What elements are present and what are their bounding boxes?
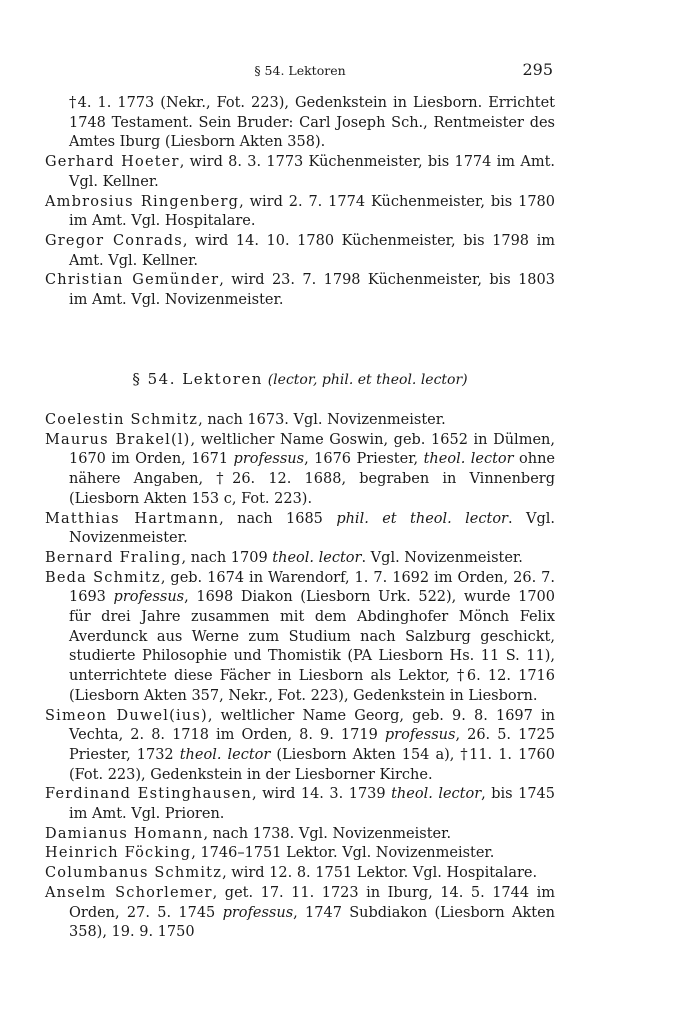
entry-text: , geb. 1674 in Warendorf, 1. 7. 1692 im Orden, 26. 7. 1693 professus, 1698 Diakon (Liesborn Urk. 522), wurde 1700 für drei Jahre zusammen mit dem Abdinghofer Mönch Felix Averdunck aus Werne zum Studium nach Salzburg geschickt, studierte Philosophie und Thomistik (PA Liesborn Hs. 11 S. 11), unterrichtete diese Fächer in Liesborn als Lektor, †6. 12. 1716 (Liesborn Akten 357, Nekr., Fot. 223), Gedenkstein in Liesborn. — [69, 569, 556, 704]
entry-text: , wird 23. 7. 1798 Küchenmeister, bis 1803 im Amt. Vgl. Novizenmeister. — [69, 272, 555, 309]
entry — [45, 510, 555, 549]
entry-name: Coelestin Schmitz — [45, 412, 199, 428]
entry — [45, 431, 555, 510]
entry-text: , wird 8. 3. 1773 Küchenmeister, bis 1774 im Amt. Vgl. Kellner. — [69, 154, 556, 190]
entry-text: , wird 2. 7. 1774 Küchenmeister, bis 1780 im Amt. Vgl. Hospitalare. — [69, 193, 555, 230]
entry — [45, 844, 555, 864]
entry — [45, 707, 555, 786]
entry — [45, 785, 555, 824]
entries-bottom — [45, 411, 555, 943]
entry-name: Simeon Duwel(ius) — [45, 707, 208, 724]
entry-name: Ferdinand Estinghausen — [45, 786, 252, 803]
section-label: § 54. Lektoren — [132, 370, 263, 388]
entry — [45, 569, 555, 707]
entry-text: , nach 1673. Vgl. Novizenmeister. — [198, 412, 446, 428]
entry-name: Matthias Hartmann — [45, 510, 220, 527]
entry-name: Anselm Schorlemer — [45, 884, 213, 901]
entries-top — [45, 94, 555, 311]
entry-text: , wird 12. 8. 1751 Lektor. Vgl. Hospitalare. — [222, 865, 538, 882]
entry-text: , nach 1738. Vgl. Novizenmeister. — [203, 825, 452, 842]
entry — [45, 864, 555, 884]
entry — [45, 825, 555, 845]
entry — [45, 94, 555, 153]
entry-name: Bernard Fraling — [45, 549, 182, 566]
entry-name: Heinrich Föcking — [45, 845, 192, 862]
running-head: § 54. Lektoren — [254, 63, 346, 78]
entry — [45, 411, 555, 431]
entry-text: , nach 1709 theol. lector. Vgl. Novizenmeister. — [181, 549, 523, 566]
entry-text: , nach 1685 phil. et theol. lector. Vgl. Novizenmeister. — [69, 510, 556, 547]
section-heading — [45, 369, 555, 390]
entry-name: Gregor Conrads — [45, 232, 183, 249]
entry-text: †4. 1. 1773 (Nekr., Fot. 223), Gedenkstein in Liesborn. Errichtet 1748 Testament. Sein Bruder: Carl Joseph Sch., Rentmeister des Amtes Iburg (Liesborn Akten 358). — [69, 95, 555, 151]
entry — [45, 193, 555, 232]
page-header — [45, 60, 555, 80]
entry — [45, 232, 555, 271]
entry-name: Beda Schmitz — [45, 569, 161, 586]
entry-name: Maurus Brakel(l) — [45, 431, 191, 448]
entry — [45, 549, 555, 569]
entry-text: , wird 14. 3. 1739 theol. lector, bis 1745 im Amt. Vgl. Prioren. — [69, 786, 556, 823]
entry-text: , 1746–1751 Lektor. Vgl. Novizenmeister. — [191, 845, 495, 862]
entry-text: , weltlicher Name Georg, geb. 9. 8. 1697 in Vechta, 2. 8. 1718 im Orden, 8. 9. 1719 professus, 26. 5. 1725 Priester, 1732 theol. lector (Liesborn Akten 154 a), †11. 1. 1760 (Fot. 223), Gedenkstein in der Liesborner Kirche. — [69, 707, 555, 783]
page-number: 295 — [522, 60, 553, 79]
entry-name: Damianus Homann — [45, 825, 204, 842]
entry — [45, 884, 555, 943]
entry-name: Gerhard Hoeter — [45, 154, 180, 171]
section-subtitle: (lector, phil. et theol. lector) — [267, 372, 468, 388]
entry-text: , wird 14. 10. 1780 Küchenmeister, bis 1798 im Amt. Vgl. Kellner. — [69, 232, 555, 269]
entry-text: , get. 17. 11. 1723 in Iburg, 14. 5. 1744 im Orden, 27. 5. 1745 professus, 1747 Subdiakon (Liesborn Akten 358), 19. 9. 1750 — [69, 884, 555, 941]
entry-name: Columbanus Schmitz — [45, 865, 223, 882]
entry — [45, 153, 555, 192]
entry-text: , weltlicher Name Goswin, geb. 1652 in Dülmen, 1670 im Orden, 1671 professus, 1676 Priester, theol. lector ohne nähere Angaben, †26. 12. 1688, begraben in Vinnenberg (Liesborn Akten 153 c, Fot. 223). — [69, 431, 555, 507]
entry — [45, 271, 555, 310]
entry-name: Christian Gemünder — [45, 272, 220, 289]
entry-name: Ambrosius Ringenberg — [45, 193, 240, 210]
